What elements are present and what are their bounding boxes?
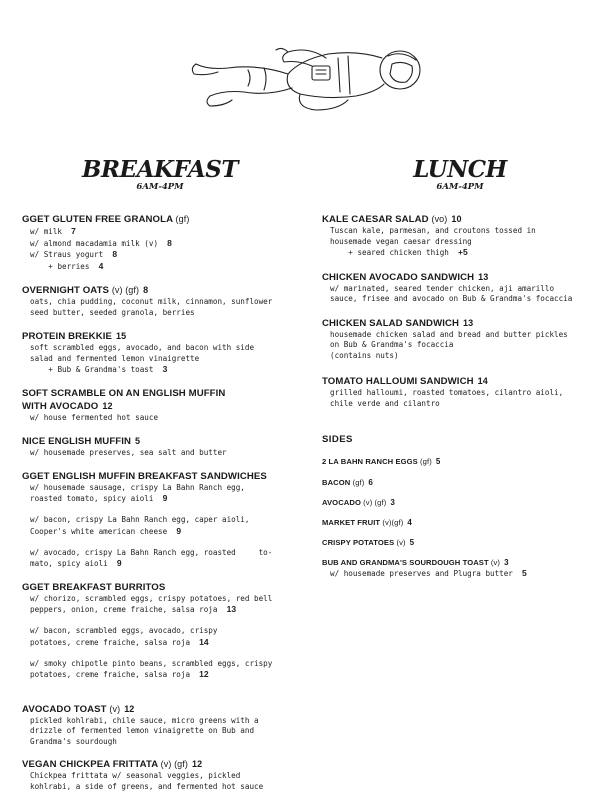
menu-item	[22, 703, 307, 748]
breakfast-hours: 6AM-4PM	[136, 182, 184, 192]
menu-item-name: CHICKEN AVOCADO SANDWICH	[322, 271, 475, 283]
menu-item-price: 13	[463, 317, 474, 328]
description-text	[30, 616, 35, 625]
menu-item-title	[322, 456, 612, 467]
menu-item-name: VEGAN CHICKPEA FRITTATA	[22, 759, 158, 770]
description-text: chile verde and cilantro	[330, 398, 440, 408]
addon-price: +5	[458, 247, 468, 257]
addon-price: 8	[112, 249, 118, 259]
addon-price: 9	[116, 558, 122, 568]
description-text	[30, 505, 35, 514]
menu-item-name: AVOCADO	[322, 498, 361, 507]
menu-item-name: SOFT SCRAMBLE ON AN ENGLISH MUFFIN	[22, 387, 226, 399]
menu-item-name: AVOCADO TOAST	[22, 703, 107, 715]
menu-item	[322, 271, 612, 305]
menu-item-price: 12	[124, 703, 135, 714]
description-text: w/ housemade sausage, crispy La Bahn Ranch egg,	[30, 482, 245, 492]
sides-title: SIDES	[322, 434, 353, 445]
description-text: Cooper's white american cheese	[30, 526, 168, 536]
menu-item-description	[322, 284, 612, 295]
menu-item-description	[22, 249, 307, 261]
menu-item-price: 12	[191, 759, 203, 769]
menu-item-description	[22, 637, 307, 649]
description-text: + Bub & Grandma's toast	[30, 365, 154, 374]
description-text: Tuscan kale, parmesan, and croutons tossed in	[330, 226, 536, 235]
dietary-tag: (gf)	[420, 457, 432, 466]
description-text: + seared chicken thigh	[330, 248, 449, 257]
menu-item-description	[22, 548, 307, 559]
addon-price: 13	[226, 604, 237, 614]
description-text: Grandma's sourdough	[30, 736, 117, 746]
menu-item-name-continued: WITH AVOCADO	[22, 400, 99, 412]
menu-item-description	[22, 526, 307, 538]
dietary-tag: (v)	[109, 703, 121, 714]
description-text: w/ Straus yogurt	[30, 250, 104, 259]
menu-item-description	[22, 716, 307, 727]
menu-item	[322, 517, 612, 528]
description-text: w/ smoky chipotle pinto beans, scrambled eggs, crispy	[30, 658, 273, 668]
menu-item-description	[22, 616, 307, 627]
menu-item-description	[22, 515, 307, 526]
menu-item-description	[22, 604, 307, 616]
description-text: w/ almond macadamia milk (v)	[30, 238, 159, 248]
dietary-tag: (vo)	[431, 214, 448, 224]
menu-item-name: BACON	[322, 478, 351, 487]
menu-item-description	[22, 782, 307, 792]
menu-item-title	[322, 375, 612, 388]
description-text: drizzle of fermented lemon vinaigrette on Bub and	[30, 726, 255, 735]
description-text: on Bub & Grandma's focaccia	[330, 340, 454, 349]
menu-item-price: 3	[390, 498, 395, 507]
menu-item-title	[322, 557, 612, 568]
menu-item	[22, 213, 307, 272]
description-text: + berries	[30, 261, 90, 271]
lunch-hours: 6AM-4PM	[436, 182, 484, 192]
menu-item-title	[22, 213, 307, 226]
menu-item-price: 5	[135, 436, 141, 446]
menu-item-price: 8	[143, 285, 149, 295]
description-text: roasted tomato, spicy aioli	[30, 494, 154, 503]
menu-item-name: GGET ENGLISH MUFFIN BREAKFAST SANDWICHES	[22, 470, 267, 482]
menu-item-description	[22, 261, 307, 273]
menu-item-name: MARKET FRUIT	[322, 518, 381, 527]
menu-item-name: GGET GLUTEN FREE GRANOLA	[22, 214, 173, 225]
menu-item-description	[22, 537, 307, 548]
sides-section	[322, 434, 612, 580]
menu-item-description	[22, 659, 307, 670]
menu-item-title	[22, 388, 307, 400]
description-text: mato, spicy aioli	[30, 559, 108, 568]
menu-item-price: 14	[477, 376, 488, 386]
menu-item-description	[22, 626, 307, 637]
menu-item	[22, 435, 307, 459]
menu-item-price: 5	[409, 538, 415, 547]
menu-item-description	[22, 343, 307, 354]
menu-item-description	[22, 505, 307, 516]
addon-price: 3	[162, 364, 168, 374]
menu-item	[322, 537, 612, 548]
menu-item-title	[22, 435, 307, 448]
menu-item-description	[22, 238, 307, 250]
dietary-tag: (gf)	[175, 214, 190, 224]
menu-item-description	[322, 247, 612, 259]
menu-item	[322, 317, 612, 362]
menu-item-title	[22, 284, 307, 297]
menu-item	[22, 330, 307, 376]
menu-item-name: NICE ENGLISH MUFFIN	[22, 436, 132, 447]
menu-item	[22, 388, 307, 424]
menu-item-name: BUB AND GRANDMA'S SOURDOUGH TOAST	[322, 558, 489, 567]
menu-item-description	[322, 330, 612, 341]
menu-item-description	[22, 669, 307, 681]
menu-item-title	[322, 517, 612, 528]
menu-item	[322, 497, 612, 508]
menu-item-price: 4	[407, 518, 412, 527]
menu-item	[322, 557, 612, 580]
menu-item	[322, 213, 612, 259]
menu-item-description	[22, 594, 307, 605]
astronaut-illustration-icon	[188, 44, 432, 114]
dietary-tag: (v) (gf)	[160, 759, 188, 769]
dietary-tag: (v)(gf)	[382, 518, 404, 527]
menu-item-name: TOMATO HALLOUMI SANDWICH	[322, 376, 474, 387]
menu-item-description	[22, 226, 307, 238]
menu-item-description	[322, 351, 612, 362]
menu-item-name: CRISPY POTATOES	[322, 538, 395, 547]
description-text: potatoes, creme fraiche, salsa roja	[30, 637, 191, 647]
description-text	[30, 648, 35, 657]
menu-item-price: 6	[368, 478, 373, 487]
menu-item-description	[322, 388, 612, 399]
description-text: kohlrabi, a side of greens, and fermented hot sauce	[30, 781, 264, 791]
menu-item-description	[322, 568, 612, 580]
menu-item-title	[322, 497, 612, 508]
description-text: (contains nuts)	[330, 350, 399, 360]
menu-item-title	[322, 477, 612, 488]
dietary-tag: (v) (gf)	[111, 285, 140, 295]
menu-item-description	[22, 413, 307, 424]
description-text: salad and fermented lemon vinaigrette	[30, 353, 200, 363]
menu-item-description	[22, 297, 307, 308]
menu-item-description	[22, 448, 307, 459]
menu-item-description	[322, 294, 612, 305]
description-text: soft scrambled eggs, avocado, and bacon with side	[30, 343, 255, 352]
description-text: seed butter, seeded granola, berries	[30, 307, 195, 317]
description-text	[30, 537, 35, 546]
addon-price: 9	[176, 525, 182, 536]
description-text: w/ bacon, crispy La Bahn Ranch egg, caper aioli,	[30, 515, 250, 524]
lunch-menu	[322, 213, 612, 409]
dietary-tag: (v)	[490, 558, 501, 567]
menu-item-description	[22, 483, 307, 494]
menu-item-title	[322, 537, 612, 548]
description-text: w/ housemade preserves, sea salt and butter	[30, 448, 227, 457]
description-text: w/ bacon, scrambled eggs, avocado, crispy	[30, 626, 218, 635]
menu-item-price: 12	[102, 400, 113, 411]
menu-item-description	[22, 771, 307, 782]
description-text: sauce, frisee and avocado on Bub & Grandma's focaccia	[330, 294, 573, 303]
menu-item	[22, 471, 307, 570]
menu-item-title	[22, 330, 307, 343]
menu-item-description	[322, 237, 612, 248]
menu-item-price: 5	[435, 457, 441, 466]
menu-item-price: 10	[451, 214, 462, 224]
description-text: Chickpea frittata w/ seasonal veggies, pickled	[30, 771, 241, 780]
description-text: grilled halloumi, roasted tomatoes, cilantro aioli,	[330, 388, 564, 397]
menu-item-title	[322, 271, 612, 284]
addon-price: 9	[162, 493, 168, 503]
description-text: housemade vegan caesar dressing	[330, 236, 472, 246]
menu-item	[22, 582, 307, 681]
addon-price: 12	[199, 669, 209, 679]
dietary-tag: (v)	[396, 538, 406, 547]
menu-item-description	[22, 364, 307, 376]
menu-item-title	[22, 471, 307, 483]
menu-item-price: 13	[478, 271, 489, 282]
menu-item-description	[322, 226, 612, 237]
menu-item-description	[322, 399, 612, 410]
menu-item-description	[22, 354, 307, 365]
menu-item-description	[322, 340, 612, 351]
menu-item-name: KALE CAESAR SALAD	[322, 214, 429, 225]
menu-item-price: 15	[116, 331, 127, 341]
breakfast-menu	[22, 213, 307, 792]
addon-price: 8	[167, 237, 172, 248]
description-text: peppers, onion, creme fraiche, salsa roja	[30, 605, 218, 614]
menu-item-name: GGET BREAKFAST BURRITOS	[22, 581, 166, 593]
description-text: potatoes, creme fraiche, salsa roja	[30, 670, 191, 679]
menu-item-title	[22, 758, 307, 771]
menu-item-title	[22, 703, 307, 716]
menu-item-description	[22, 558, 307, 570]
lunch-title: LUNCH	[413, 156, 507, 183]
description-text: w/ marinated, seared tender chicken, aji amarillo	[330, 283, 555, 293]
menu-item-name: OVERNIGHT OATS	[22, 285, 110, 296]
menu-item-name: PROTEIN BREKKIE	[22, 331, 112, 342]
menu-item	[322, 456, 612, 467]
menu-item-description	[22, 308, 307, 319]
menu-item-description	[22, 648, 307, 659]
dietary-tag: (v) (gf)	[363, 498, 387, 507]
menu-item-description	[22, 493, 307, 505]
menu-item	[322, 477, 612, 488]
menu-item	[322, 375, 612, 409]
description-text: w/ avocado, crispy La Bahn Ranch egg, roasted to-	[30, 547, 273, 557]
description-text: w/ house fermented hot sauce	[30, 412, 159, 422]
menu-item-title	[22, 582, 307, 594]
menu-item	[22, 284, 307, 318]
menu-item-title	[322, 317, 612, 330]
breakfast-title: BREAKFAST	[82, 156, 238, 183]
description-text: housemade chicken salad and bread and butter pickles	[330, 329, 568, 339]
addon-price: 4	[98, 260, 104, 271]
dietary-tag: (gf)	[352, 478, 365, 487]
menu-item-price: 3	[504, 558, 509, 567]
addon-price: 5	[522, 568, 527, 578]
description-text: pickled kohlrabi, chile sauce, micro greens with a	[30, 715, 259, 725]
menu-item-description	[22, 737, 307, 748]
menu-item-description	[22, 726, 307, 737]
description-text: oats, chia pudding, coconut milk, cinnamon, sunflower	[30, 297, 273, 306]
menu-item-title-continued	[22, 400, 307, 413]
addon-price: 7	[71, 226, 76, 236]
description-text: w/ housemade preserves and Plugra butter	[330, 569, 513, 578]
menu-item-title	[322, 213, 612, 226]
addon-price: 14	[199, 636, 209, 647]
description-text: w/ milk	[30, 227, 63, 236]
menu-item	[22, 758, 307, 792]
description-text: w/ chorizo, scrambled eggs, crispy potatoes, red bell	[30, 593, 273, 603]
menu-item-name: 2 LA BAHN RANCH EGGS	[322, 457, 418, 466]
menu-item-name: CHICKEN SALAD SANDWICH	[322, 317, 460, 329]
